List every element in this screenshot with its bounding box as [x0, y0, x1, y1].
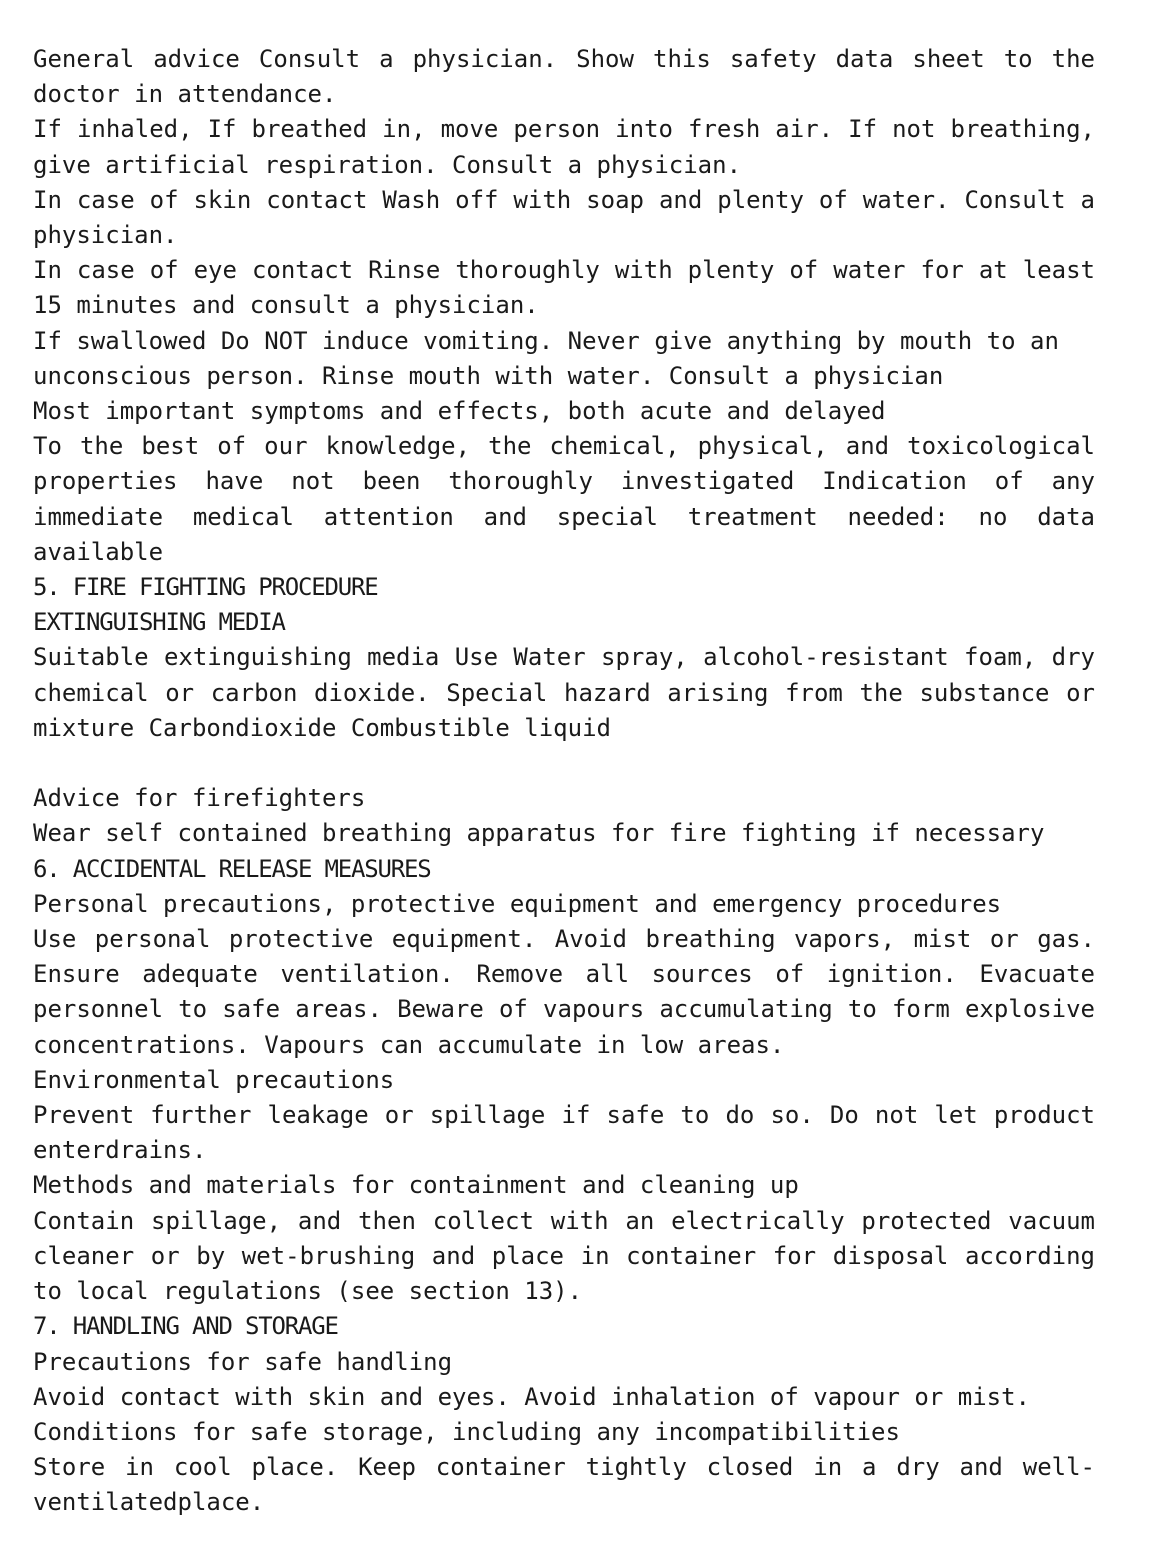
- environmental-precautions-heading: Environmental precautions: [33, 1065, 395, 1094]
- personal-precautions-heading: Personal precautions, protective equipment and emergency procedures: [33, 889, 1002, 918]
- general-advice-text: General advice Consult a physician. Show this safety data sheet to the doctor in attendance.: [33, 45, 1095, 109]
- extinguishing-media-text: Suitable extinguishing media Use Water spray, alcohol-resistant foam, dry chemical or carbon dioxide. Special hazard arising from the substance or mixture Carbondioxide Combustible liquid: [33, 643, 1095, 742]
- personal-precautions-text: Use personal protective equipment. Avoid breathing vapors, mist or gas. Ensure adequate ventilation. Remove all sources of ignition. Evacuate personnel to safe areas. Beware of vapours accumulating to form explosive concentrations. Vapours can accumulate in low areas.: [33, 925, 1095, 1059]
- firefighters-heading: Advice for firefighters: [33, 784, 366, 813]
- environmental-precautions-text: Prevent further leakage or spillage if safe to do so. Do not let product enterdrains.: [33, 1101, 1095, 1165]
- extinguishing-media-heading: EXTINGUISHING MEDIA: [33, 608, 285, 637]
- document-page: [33, 42, 1095, 1521]
- eye-contact-text: In case of eye contact Rinse thoroughly with plenty of water for at least 15 minutes and consult a physician.: [33, 256, 1095, 320]
- safe-handling-text: Avoid contact with skin and eyes. Avoid inhalation of vapour or mist.: [33, 1382, 1030, 1411]
- skin-contact-text: In case of skin contact Wash off with soap and plenty of water. Consult a physician.: [33, 185, 1095, 250]
- section-5-heading: 5. FIRE FIGHTING PROCEDURE: [33, 573, 378, 602]
- swallowed-text: If swallowed Do NOT induce vomiting. Never give anything by mouth to an unconscious person. Rinse mouth with water. Consult a physician: [33, 326, 1059, 390]
- inhaled-text: If inhaled, If breathed in, move person into fresh air. If not breathing, give artificial respiration. Consult a physician.: [33, 115, 1095, 179]
- blank-line: [33, 746, 1095, 781]
- safe-storage-text: Store in cool place. Keep container tightly closed in a dry and well-ventilatedplace.: [33, 1453, 1095, 1517]
- firefighters-text: Wear self contained breathing apparatus for fire fighting if necessary: [33, 819, 1045, 848]
- containment-text: Contain spillage, and then collect with an electrically protected vacuum cleaner or by wet-brushing and place in container for disposal according to local regulations (see section 13).: [33, 1206, 1095, 1306]
- symptoms-heading: Most important symptoms and effects, both acute and delayed: [33, 397, 886, 426]
- section-6-heading: 6. ACCIDENTAL RELEASE MEASURES: [33, 854, 431, 883]
- safe-storage-heading: Conditions for safe storage, including any incompatibilities: [33, 1417, 900, 1446]
- symptoms-text: To the best of our knowledge, the chemical, physical, and toxicological properties have not been thoroughly investigated Indication of any immediate medical attention and special treatment needed: no data available: [33, 432, 1095, 566]
- containment-heading: Methods and materials for containment and cleaning up: [33, 1171, 799, 1200]
- safe-handling-heading: Precautions for safe handling: [33, 1347, 453, 1376]
- section-7-heading: 7. HANDLING AND STORAGE: [33, 1312, 338, 1341]
